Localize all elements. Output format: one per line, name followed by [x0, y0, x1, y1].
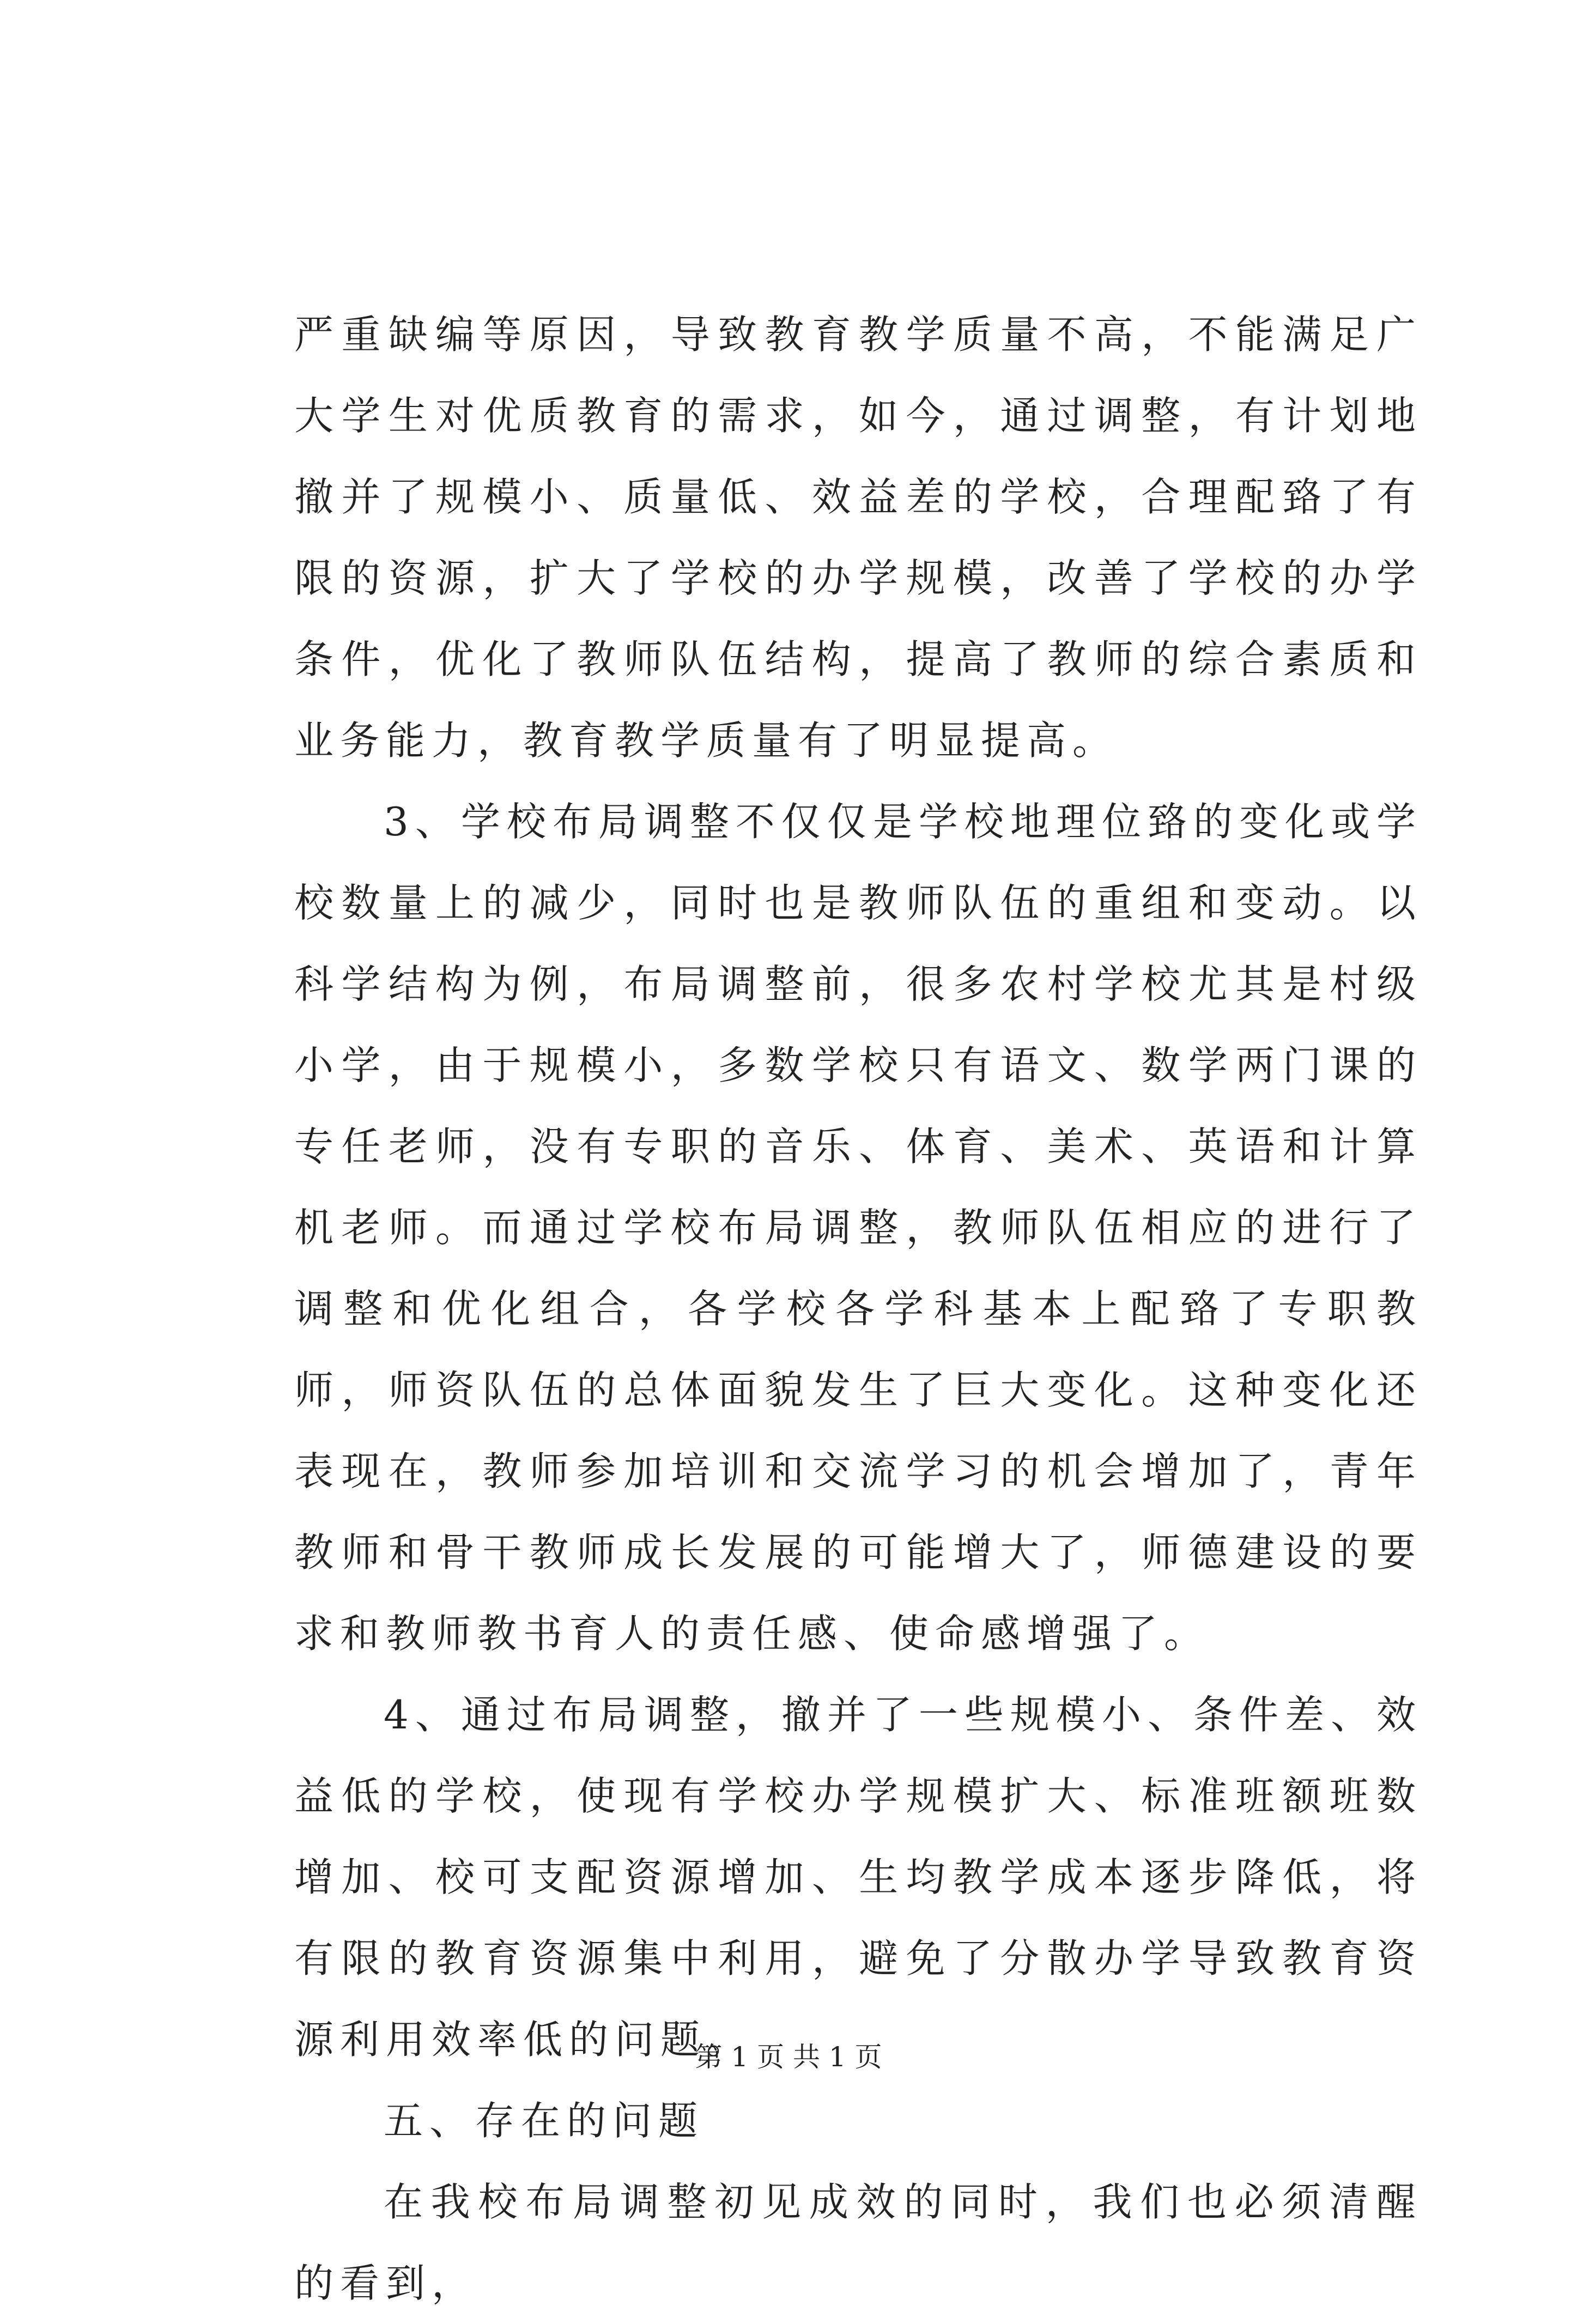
section-heading-problems: 五、存在的问题 [384, 2098, 705, 2144]
document-body [294, 294, 1422, 2324]
paragraph-continuation: 严重缺编等原因，导致教育教学质量不高，不能满足广大学生对优质教育的需求，如今，通过调整，有计划地撤并了规模小、质量低、效益差的学校，合理配臵了有限的资源，扩大了学校的办学规模，改善了学校的办学条件，优化了教师队伍结构，提高了教师的综合素质和业务能力，教育教学质量有了明显提高。 [294, 312, 1422, 763]
paragraph-point-4: 4、通过布局调整，撤并了一些规模小、条件差、效益低的学校，使现有学校办学规模扩大、标准班额班数增加、校可支配资源增加、生均教学成本逐步降低，将有限的教育资源集中利用，避免了分散办学导致教育资源利用效率低的问题。 [294, 1692, 1422, 2062]
page-footer: 第 1 页 共 1 页 [695, 2041, 882, 2073]
paragraph-point-3: 3、学校布局调整不仅仅是学校地理位臵的变化或学校数量上的减少，同时也是教师队伍的重组和变动。以科学结构为例，布局调整前，很多农村学校尤其是村级小学，由于规模小，多数学校只有语文、数学两门课的专任老师，没有专职的音乐、体育、美术、英语和计算机老师。而通过学校布局调整，教师队伍相应的进行了调整和优化组合，各学校各学科基本上配臵了专职教师，师资队伍的总体面貌发生了巨大变化。这种变化还表现在，教师参加培训和交流学习的机会增加了，青年教师和骨干教师成长发展的可能增大了，师德建设的要求和教师教书育人的责任感、使命感增强了。 [294, 799, 1422, 1656]
paragraph-problems-intro: 在我校布局调整初见成效的同时，我们也必须清醒的看到， [294, 2179, 1422, 2306]
